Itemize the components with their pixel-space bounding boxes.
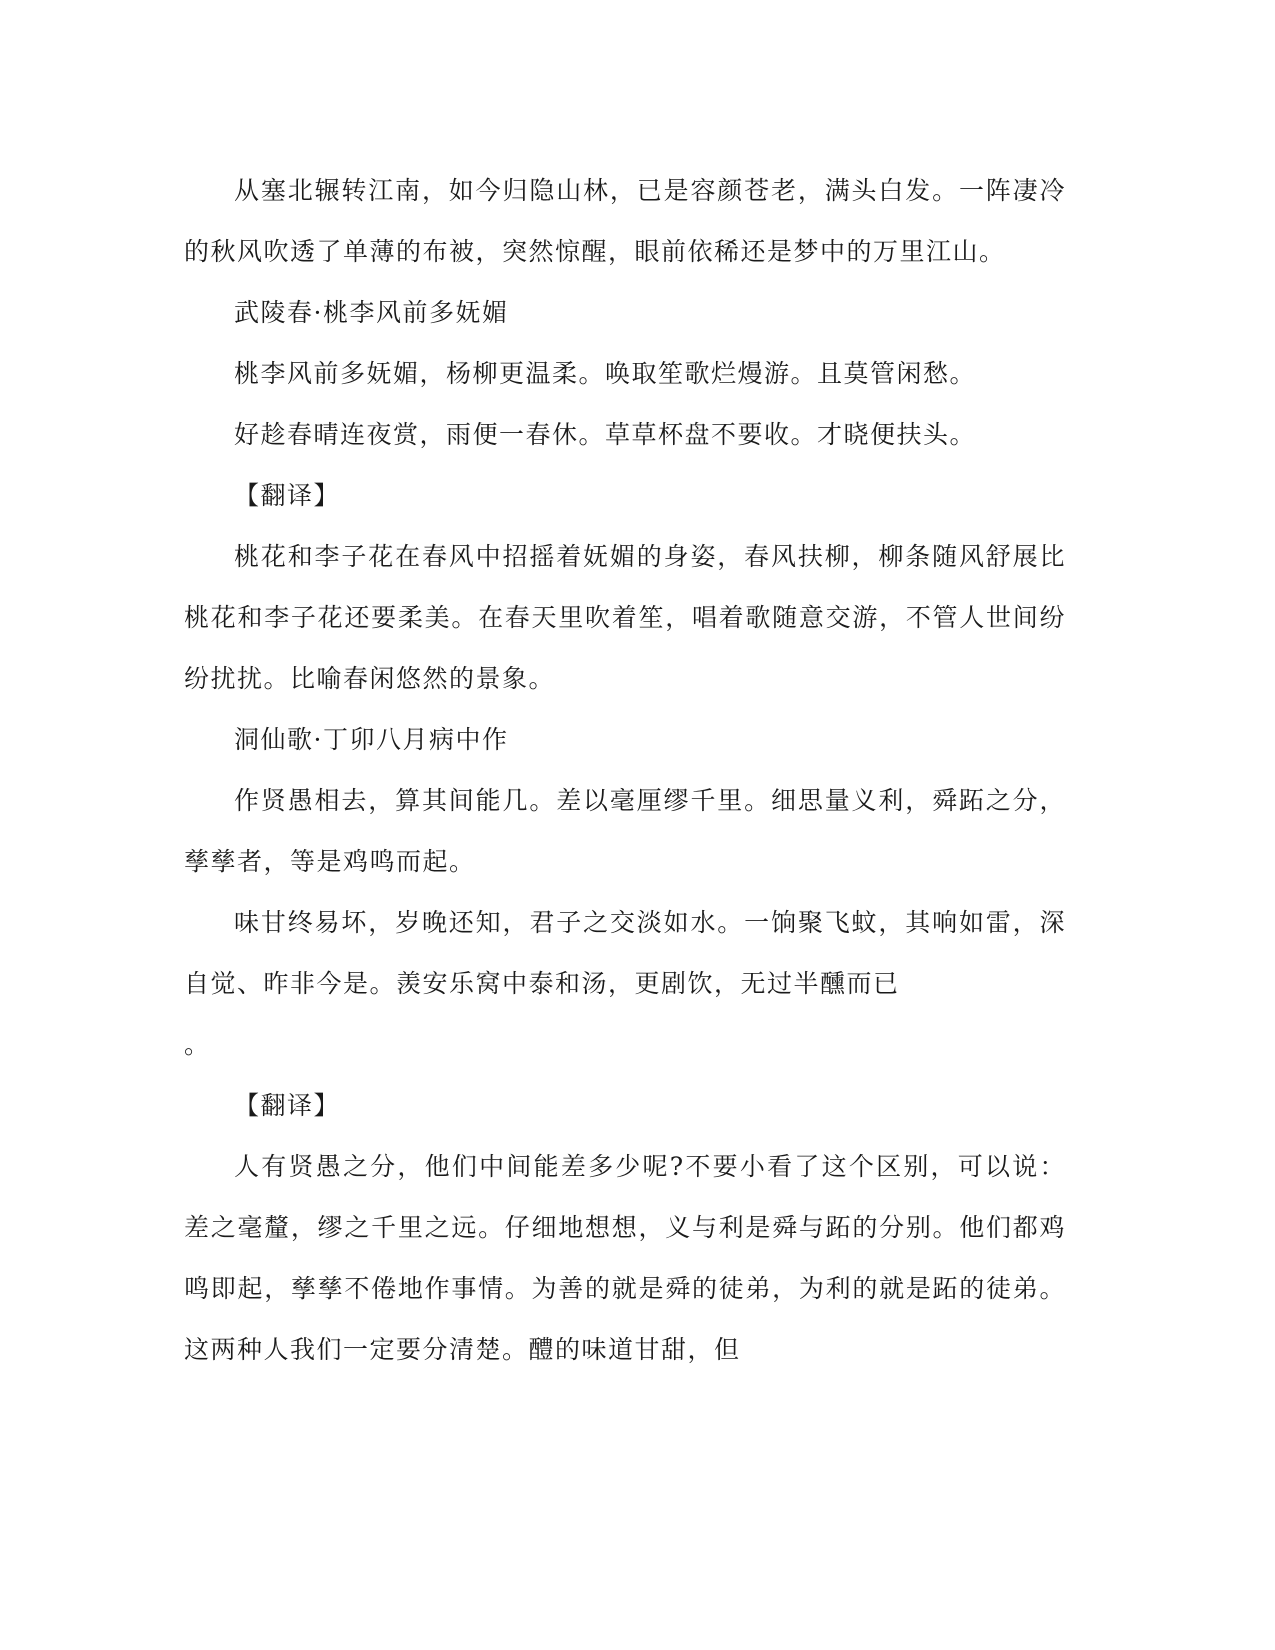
poem-line: 作贤愚相去，算其间能几。差以毫厘缪千里。细思量义利，舜跖之分，孳孳者，等是鸡鸣而起。	[184, 786, 1066, 876]
paragraph: 从塞北辗转江南，如今归隐山林，已是容颜苍老，满头白发。一阵凄冷的秋风吹透了单薄的布被，突然惊醒，眼前依稀还是梦中的万里江山。	[184, 176, 1066, 266]
paragraph: 桃花和李子花在春风中招摇着妩媚的身姿，春风扶柳，柳条随风舒展比桃花和李子花还要柔美。在春天里吹着笙，唱着歌随意交游，不管人世间纷纷扰扰。比喻春闲悠然的景象。	[184, 542, 1066, 693]
poem-line: 桃李风前多妩媚，杨柳更温柔。唤取笙歌烂熳游。且莫管闲愁。	[234, 359, 977, 388]
poem-title: 武陵春·桃李风前多妩媚	[234, 298, 509, 327]
poem-line: 味甘终易坏，岁晚还知，君子之交淡如水。一饷聚飞蚊，其响如雷，深自觉、昨非今是。羡安乐窝中泰和汤，更剧饮，无过半醺而已	[184, 908, 1066, 998]
document-body	[184, 160, 1066, 1380]
poem-line-end: 。	[184, 1030, 211, 1059]
poem-title: 洞仙歌·丁卯八月病中作	[234, 725, 509, 754]
section-heading: 【翻译】	[234, 1091, 341, 1120]
poem-line: 好趁春晴连夜赏，雨便一春休。草草杯盘不要收。才晓便扶头。	[234, 420, 977, 449]
section-heading: 【翻译】	[234, 481, 341, 510]
paragraph: 人有贤愚之分，他们中间能差多少呢?不要小看了这个区别，可以说：差之毫釐，缪之千里之远。仔细地想想，义与利是舜与跖的分别。他们都鸡鸣即起，孳孳不倦地作事情。为善的就是舜的徒弟，为利的就是跖的徒弟。这两种人我们一定要分清楚。醴的味道甘甜，但	[184, 1152, 1066, 1364]
